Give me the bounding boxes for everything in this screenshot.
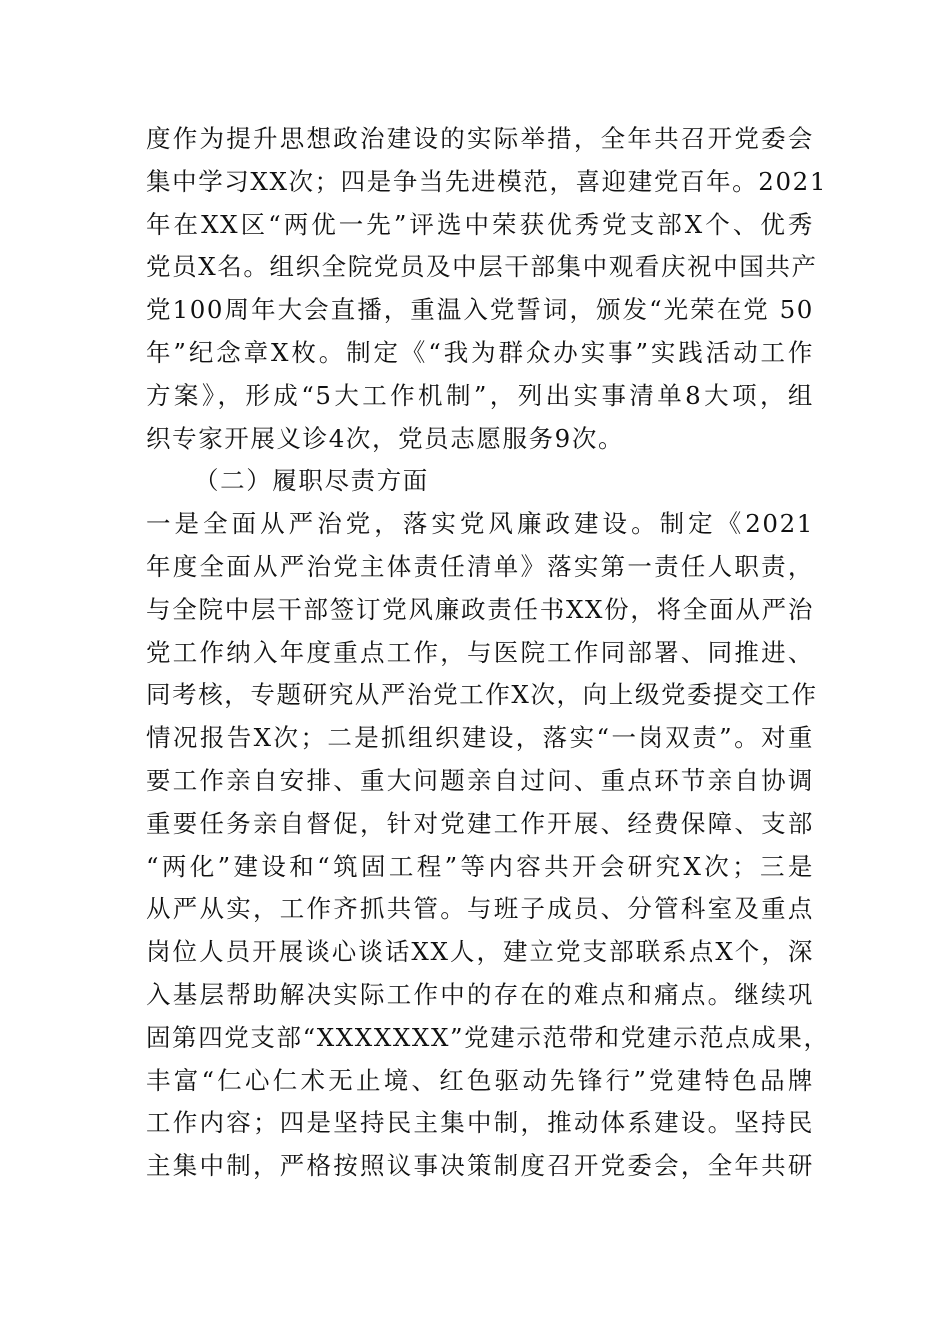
body-text-line: 年在XX区“两优一先”评选中荣获优秀党支部X个、优秀 <box>146 209 814 239</box>
body-text-line: 要工作亲自安排、重大问题亲自过问、重点环节亲自协调 <box>146 765 814 795</box>
body-text-line: 重要任务亲自督促，针对党建工作开展、经费保障、支部 <box>146 808 814 838</box>
body-text-line: 方案》，形成“5大工作机制”，列出实事清单8大项，组 <box>146 380 814 410</box>
body-text-line: 年度全面从严治党主体责任清单》落实第一责任人职责， <box>146 551 814 581</box>
body-text-line: 一是全面从严治党，落实党风廉政建设。制定《2021 <box>146 509 814 539</box>
document-body <box>146 118 830 1188</box>
body-text-line: 丰富“仁心仁术无止境、红色驱动先锋行”党建特色品牌 <box>146 1065 814 1095</box>
body-text-line: 与全院中层干部签订党风廉政责任书XX份，将全面从严治 <box>146 594 814 624</box>
body-text-line: 织专家开展义诊4次，党员志愿服务9次。 <box>146 423 625 453</box>
body-text-line: “两化”建设和“筑固工程”等内容共开会研究X次；三是 <box>146 851 814 881</box>
body-text-line: 入基层帮助解决实际工作中的存在的难点和痛点。继续巩 <box>146 979 814 1009</box>
body-text-line: 工作内容；四是坚持民主集中制，推动体系建设。坚持民 <box>146 1108 814 1138</box>
body-text-line: 主集中制，严格按照议事决策制度召开党委会，全年共研 <box>146 1151 814 1181</box>
body-text-line: 固第四党支部“XXXXXXX”党建示范带和党建示范点成果， <box>146 1022 830 1052</box>
body-text-line: 党100周年大会直播，重温入党誓词，颁发“光荣在党 50 <box>146 295 814 325</box>
body-text-line: 集中学习XX次；四是争当先进模范，喜迎建党百年。2021 <box>146 166 828 196</box>
body-text-line: 同考核，专题研究从严治党工作X次，向上级党委提交工作 <box>146 680 818 710</box>
body-text-line: 情况报告X次；二是抓组织建设，落实“一岗双责”。对重 <box>146 723 814 753</box>
body-text-line: 党员X名。组织全院党员及中层干部集中观看庆祝中国共产 <box>146 252 818 282</box>
body-text-line: 从严从实，工作齐抓共管。与班子成员、分管科室及重点 <box>146 894 814 924</box>
body-text-line: 度作为提升思想政治建设的实际举措，全年共召开党委会 <box>146 124 814 153</box>
body-text-line: 党工作纳入年度重点工作，与医院工作同部署、同推进、 <box>146 637 814 667</box>
section-heading: （二）履职尽责方面 <box>194 466 429 496</box>
body-text-line: 年”纪念章X枚。制定《“我为群众办实事”实践活动工作 <box>146 337 814 367</box>
body-text-line: 岗位人员开展谈心谈话XX人，建立党支部联系点X个，深 <box>146 937 814 967</box>
